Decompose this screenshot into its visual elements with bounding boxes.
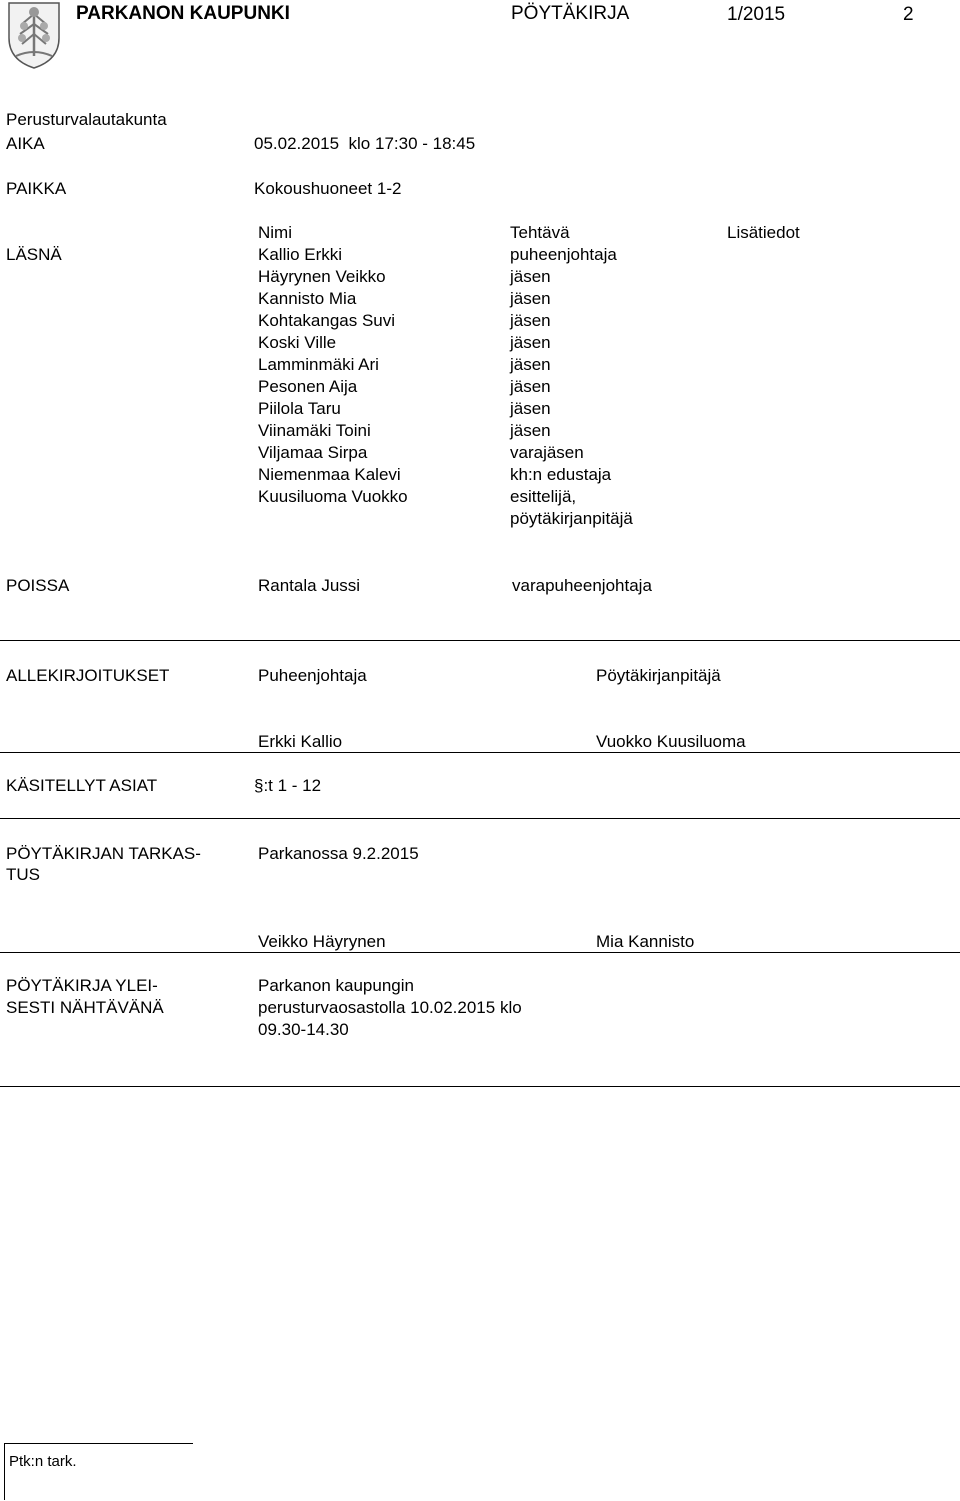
absent-label: POISSA (6, 576, 70, 595)
table-row (0, 398, 960, 420)
member-name: Kohtakangas Suvi (258, 311, 396, 330)
review-label-line1: PÖYTÄKIRJAN TARKAS- (6, 844, 201, 863)
member-name: Kuusiluoma Vuokko (258, 487, 408, 506)
public-label-line2: SESTI NÄHTÄVÄNÄ (6, 998, 164, 1017)
city-coat-of-arms-icon (6, 0, 62, 70)
items-value: §:t 1 - 12 (254, 776, 322, 795)
column-header-info: Lisätiedot (727, 223, 800, 242)
reviewer-initials-label: Ptk:n tark. (9, 1453, 77, 1470)
member-name: Viljamaa Sirpa (258, 443, 368, 462)
divider (0, 818, 960, 819)
member-role: jäsen (510, 311, 551, 330)
organization-name: PARKANON KAUPUNKI (76, 3, 290, 24)
table-header-row (0, 222, 960, 244)
member-role: jäsen (510, 355, 551, 374)
review-place-date: Parkanossa 9.2.2015 (258, 844, 419, 863)
table-row (0, 420, 960, 442)
divider (0, 1086, 960, 1087)
divider (0, 752, 960, 753)
member-role: jäsen (510, 377, 551, 396)
divider (0, 952, 960, 953)
member-name: Pesonen Aija (258, 377, 358, 396)
public-line1: Parkanon kaupungin (258, 976, 414, 995)
column-header-role: Tehtävä (510, 223, 570, 242)
table-row (0, 508, 960, 530)
member-role: jäsen (510, 421, 551, 440)
reviewer-2-name: Mia Kannisto (596, 932, 695, 951)
time-value: 05.02.2015 klo 17:30 - 18:45 (254, 134, 476, 153)
table-row (0, 288, 960, 310)
member-role: varajäsen (510, 443, 584, 462)
absent-role: varapuheenjohtaja (512, 576, 652, 595)
member-name: Kallio Erkki (258, 245, 343, 264)
column-header-name: Nimi (258, 223, 292, 242)
table-row (0, 376, 960, 398)
member-role: pöytäkirjanpitäjä (510, 509, 633, 528)
member-role: jäsen (510, 289, 551, 308)
chair-title: Puheenjohtaja (258, 666, 367, 685)
table-row (0, 310, 960, 332)
member-name: Häyrynen Veikko (258, 267, 386, 286)
member-role: puheenjohtaja (510, 245, 617, 264)
divider (0, 640, 960, 641)
secretary-title: Pöytäkirjanpitäjä (596, 666, 721, 685)
place-value: Kokoushuoneet 1-2 (254, 179, 402, 198)
table-row (0, 486, 960, 508)
public-line3: 09.30-14.30 (258, 1020, 349, 1039)
reviewer-initials-box (4, 1443, 193, 1500)
table-row (0, 354, 960, 376)
page-number: 2 (903, 4, 914, 25)
review-label-line2: TUS (6, 865, 40, 884)
public-label-line1: PÖYTÄKIRJA YLEI- (6, 976, 158, 995)
member-name: Viinamäki Toini (258, 421, 371, 440)
document-number: 1/2015 (727, 4, 786, 25)
signatures-label: ALLEKIRJOITUKSET (6, 666, 170, 685)
member-role: jäsen (510, 399, 551, 418)
items-label: KÄSITELLYT ASIAT (6, 776, 158, 795)
place-label: PAIKKA (6, 179, 67, 198)
public-line2: perusturvaosastolla 10.02.2015 klo (258, 998, 522, 1017)
attendance-table (0, 222, 960, 530)
member-name: Piilola Taru (258, 399, 341, 418)
member-name: Kannisto Mia (258, 289, 357, 308)
absent-name: Rantala Jussi (258, 576, 361, 595)
member-name: Niemenmaa Kalevi (258, 465, 401, 484)
document-type: PÖYTÄKIRJA (511, 3, 630, 24)
board-name: Perusturvalautakunta (6, 110, 167, 129)
member-role: esittelijä, (510, 487, 577, 506)
table-row (0, 332, 960, 354)
member-name: Lamminmäki Ari (258, 355, 379, 374)
chair-name: Erkki Kallio (258, 732, 343, 751)
reviewer-1-name: Veikko Häyrynen (258, 932, 386, 951)
member-role: jäsen (510, 267, 551, 286)
present-label: LÄSNÄ (6, 245, 62, 264)
time-label: AIKA (6, 134, 45, 153)
table-row (0, 464, 960, 486)
member-name: Koski Ville (258, 333, 337, 352)
secretary-name: Vuokko Kuusiluoma (596, 732, 746, 751)
table-row (0, 442, 960, 464)
member-role: jäsen (510, 333, 551, 352)
table-row (0, 266, 960, 288)
member-role: kh:n edustaja (510, 465, 612, 484)
table-row (0, 244, 960, 266)
